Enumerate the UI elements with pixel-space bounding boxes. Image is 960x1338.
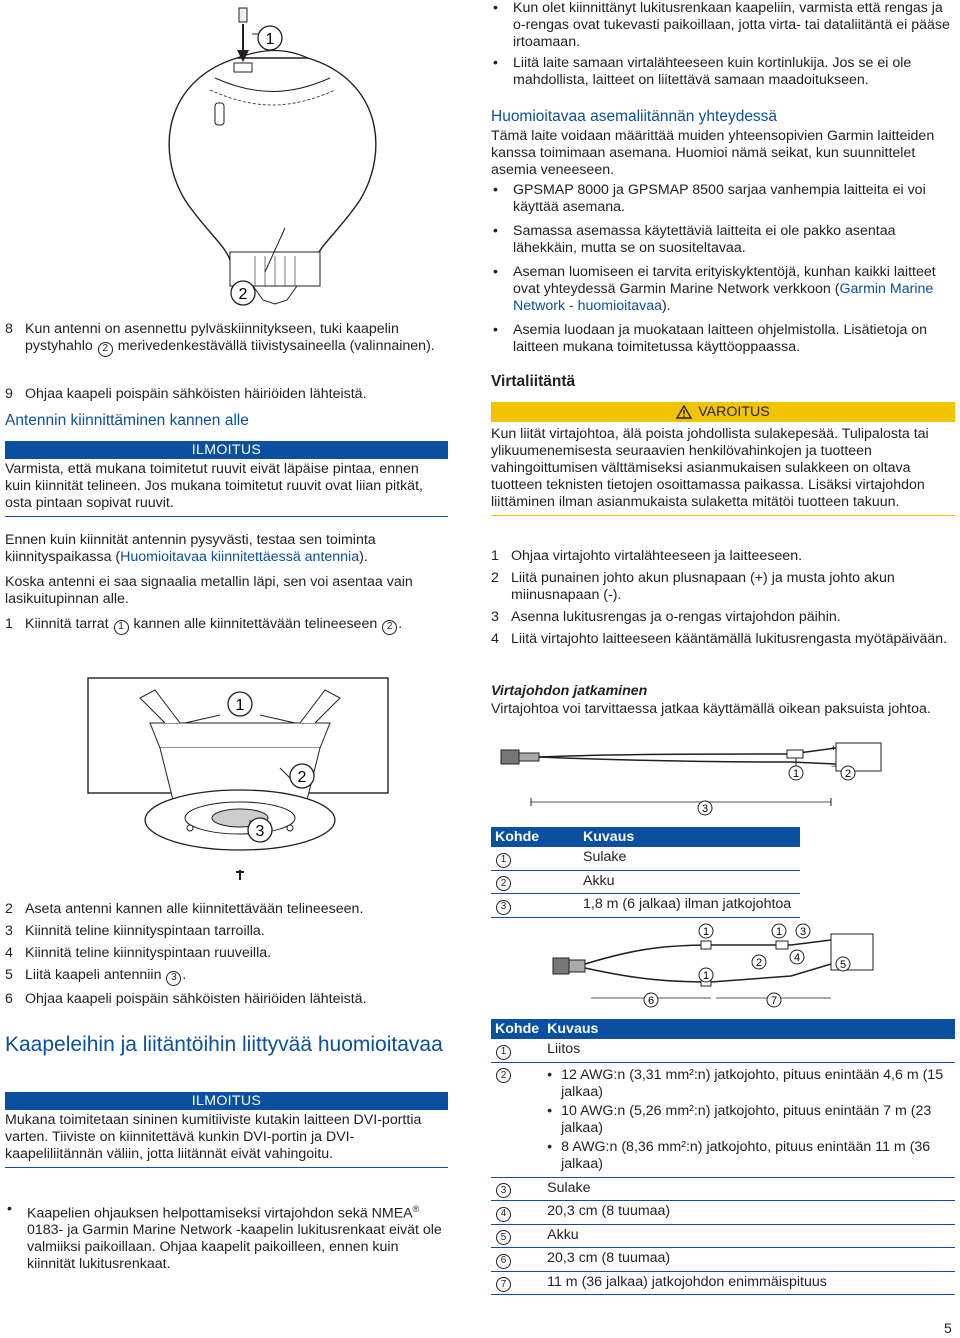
table-row: 1 Sulake	[491, 847, 800, 870]
notice-text: Varmista, että mukana toimitetut ruuvit eivät läpäise pintaa, ennen kuin kiinnität telineen. Jos mukana toimitetut ruuvit ovat liian pitkät, osta pintaan sopivat ruuvit.	[5, 461, 448, 517]
table-2: Kohde Kuvaus 1 Liitos 2 • 12 AWG:n (3,31 mm²:n) jatkojohto, pituus enintään 4,6 m (15 jalkaa) • 10 AWG:n (5,26 mm²:n) jatkojohto, pituus enintään 7 m (23 jalkaa) • 8 AWG:n (8,36 mm²:n) jatkojohto, pituus enintään 11 m (36 jalkaa) 3 Sulake 4 20,3 cm (8 tuumaa) 5 Akku 6 20,3 cm (8 tuumaa) 7 11 m (36 jalkaa) jatkojohdon enimmäispituus	[491, 1019, 955, 1295]
link-marine-network[interactable]: Garmin Marine Network - huomioitavaa	[513, 281, 934, 314]
warning-triangle-icon	[676, 405, 692, 419]
extension-text: Virtajohtoa voi tarvittaessa jatkaa käyttämällä oikean paksuista johtoa.	[491, 701, 931, 717]
callout-2	[290, 764, 314, 788]
svg-text:1: 1	[775, 926, 783, 938]
table-row: 3 1,8 m (6 jalkaa) ilman jatkojohtoa	[491, 894, 800, 918]
table-row: 7 11 m (36 jalkaa) jatkojohdon enimmäispituus	[491, 1271, 955, 1295]
heading-station: Huomioitavaa asemaliitännän yhteydessä	[491, 108, 778, 125]
heading-extension: Virtajohdon jatkaminen	[491, 683, 648, 699]
left-column	[5, 0, 448, 1273]
heading-deck-mount: Antennin kiinnittäminen kannen alle	[5, 412, 249, 429]
callout-ref: 2	[98, 342, 113, 357]
svg-text:3: 3	[255, 823, 265, 840]
svg-text:1: 1	[702, 926, 710, 938]
warning-banner: VAROITUS	[491, 402, 955, 422]
notice-banner: ILMOITUS	[5, 441, 448, 459]
svg-text:2: 2	[238, 286, 248, 303]
cable-bullet: • Kaapelien ohjauksen helpottamiseksi virtajohdon sekä NMEA® 0183- ja Garmin Marine Network -kaapelin lukitusrenkaat eivät ole valmiiksi paikoillaan. Ohjaa kaapelit paikoilleen, ennen kuin kiinnität lukitusrenkaat.	[5, 1201, 447, 1274]
step-8: 8 Kun antenni on asennettu pylväskiinnitykseen, tuki kaapelin pystyhahlo 2 merivedenkestävällä tiivistysaineella (valinnainen).	[5, 321, 448, 357]
svg-text:3: 3	[799, 926, 807, 938]
table-row: 5 Akku	[491, 1224, 955, 1248]
svg-text:3: 3	[701, 803, 709, 815]
callout-1	[228, 692, 252, 716]
heading-cables: Kaapeleihin ja liitäntöihin liittyvää huomioitavaa	[5, 1033, 443, 1056]
svg-text:6: 6	[647, 995, 655, 1007]
svg-text:1: 1	[265, 31, 275, 48]
battery	[836, 743, 881, 771]
metal-paragraph: Koska antenni ei saa signaalia metallin läpi, sen voi asentaa vain lasikuitupinnan alle.	[5, 574, 413, 607]
table-row: 3 Sulake	[491, 1177, 955, 1201]
table-row: 6 20,3 cm (8 tuumaa)	[491, 1248, 955, 1272]
callout-1	[258, 26, 282, 50]
test-paragraph: Ennen kuin kiinnität antennin pysyvästi, testaa sen toiminta kiinnityspaikassa (Huomioitavaa kiinnitettäessä antennia).	[5, 532, 376, 565]
table-row: 2 Akku	[491, 870, 800, 894]
antenna-pole-mount-figure	[115, 0, 435, 318]
top-bullets: • Kun olet kiinnittänyt lukitusrenkaan kaapeliin, varmista että rengas ja o-rengas ovat tukevasti paikoillaan, jotta virta- tai dataliitäntä ei pääse irtoamaan. • Liitä laite samaan virtalähteeseen kuin kortinlukija. Jos se ei ole mahdollista, laitteet on liitettävä samaan maadoitukseen.	[491, 0, 955, 89]
svg-text:4: 4	[793, 952, 801, 964]
notice-text-2: Mukana toimitetaan sininen kumitiiviste kutakin laitteen DVI-porttia varten. Tiiviste on kiinnitettävä kunkin DVI-portin ja DVI-kaapeliliitännän väliin, jotta liitännät eivät vahingoitu.	[5, 1112, 448, 1168]
step-1: 1 Kiinnitä tarrat 1 kannen alle kiinnitettävään telineeseen 2 .	[5, 616, 448, 635]
heading-power: Virtaliitäntä	[491, 373, 576, 390]
svg-text:2: 2	[755, 957, 763, 969]
extension-cable-figure	[551, 920, 901, 1014]
table-row: 1 Liitos	[491, 1039, 955, 1062]
warning-text: Kun liität virtajohtoa, älä poista johdollista sulakepesää. Tulipalosta tai ylikuumenemisesta seuraavien henkilövahinkojen ja tuotteen vahingoittumisen välttämiseksi asianmukaisen sulakkeen on oltava tuotteen teknisten tietojen osoittamassa paikassa. Lisäksi virtajohdon liittäminen ilman asianmukaista sulaketta mitätöi tuotteen takuun.	[491, 426, 955, 516]
svg-text:7: 7	[770, 995, 778, 1007]
svg-text:2: 2	[844, 768, 852, 780]
table-1: Kohde Kuvaus 1 Sulake 2 Akku 3 1,8 m (6 jalkaa) ilman jatkojohtoa	[491, 827, 800, 918]
callout-2	[231, 281, 255, 305]
svg-text:5: 5	[839, 959, 847, 971]
power-cable-figure	[491, 740, 955, 818]
svg-text:1: 1	[792, 768, 800, 780]
power-steps: 1 Ohjaa virtajohto virtalähteeseen ja laitteeseen. 2 Liitä punainen johto akun plusnapaan (+) ja musta johto akun miinusnapaan (-). 3 Asenna lukitusrengas ja o-rengas virtajohdon päihin. 4 Liitä virtajohto laitteeseen kääntämällä lukitusrengasta myötäpäivään.	[491, 548, 948, 647]
callout-3	[248, 818, 272, 842]
antenna-dome	[169, 58, 376, 260]
fuse	[787, 750, 803, 758]
table-row: 2 • 12 AWG:n (3,31 mm²:n) jatkojohto, pituus enintään 4,6 m (15 jalkaa) • 10 AWG:n (5,26 mm²:n) jatkojohto, pituus enintään 7 m (23 jalkaa) • 8 AWG:n (8,36 mm²:n) jatkojohto, pituus enintään 11 m (36 jalkaa)	[491, 1062, 955, 1177]
table-row: 4 20,3 cm (8 tuumaa)	[491, 1201, 955, 1225]
svg-text:2: 2	[297, 769, 307, 786]
svg-text:1: 1	[235, 697, 245, 714]
step-9: 9 Ohjaa kaapeli poispäin sähköisten häiriöiden lähteistä.	[5, 386, 367, 402]
link-antenna-considerations[interactable]: Huomioitavaa kiinnitettäessä antennia	[120, 549, 360, 565]
page-number: 5	[944, 1320, 952, 1336]
steps-2-6: 2 Aseta antenni kannen alle kiinnitettävään telineeseen. 3 Kiinnitä teline kiinnityspintaan tarroilla. 4 Kiinnitä teline kiinnityspintaan ruuveilla. 5 Liitä kaapeli antenniin 3 . 6 Ohjaa kaapeli poispäin sähköisten häiriöiden lähteistä.	[5, 901, 367, 1007]
notice-banner-2: ILMOITUS	[5, 1092, 448, 1110]
svg-text:+: +	[831, 743, 837, 753]
svg-text:1: 1	[702, 970, 710, 982]
deck-mount-figure	[80, 668, 400, 886]
svg-text:−: −	[831, 761, 837, 771]
station-bullets: • GPSMAP 8000 ja GPSMAP 8500 sarjaa vanhempia laitteita ei voi käyttää asemana. • Samassa asemassa käytettäviä laitteita ei ole pakko asentaa lähekkäin, mutta se on suositeltavaa. • Aseman luomiseen ei tarvita erityiskyktentöjä, kunhan kaikki laitteet ovat yhteydessä Garmin Marine Network verkkoon (Garmin Marine Network - huomioitavaa). • Asemia luodaan ja muokataan laitteen ohjelmistolla. Lisätietoja on laitteen mukana toimitetussa käyttöoppaassa.	[491, 182, 955, 356]
station-intro: Tämä laite voidaan määrittää muiden yhteensopivien Garmin laitteiden kanssa toimimaan asemana. Huomioi nämä seikat, kun suunnittelet asemia veneeseen.	[491, 128, 935, 178]
